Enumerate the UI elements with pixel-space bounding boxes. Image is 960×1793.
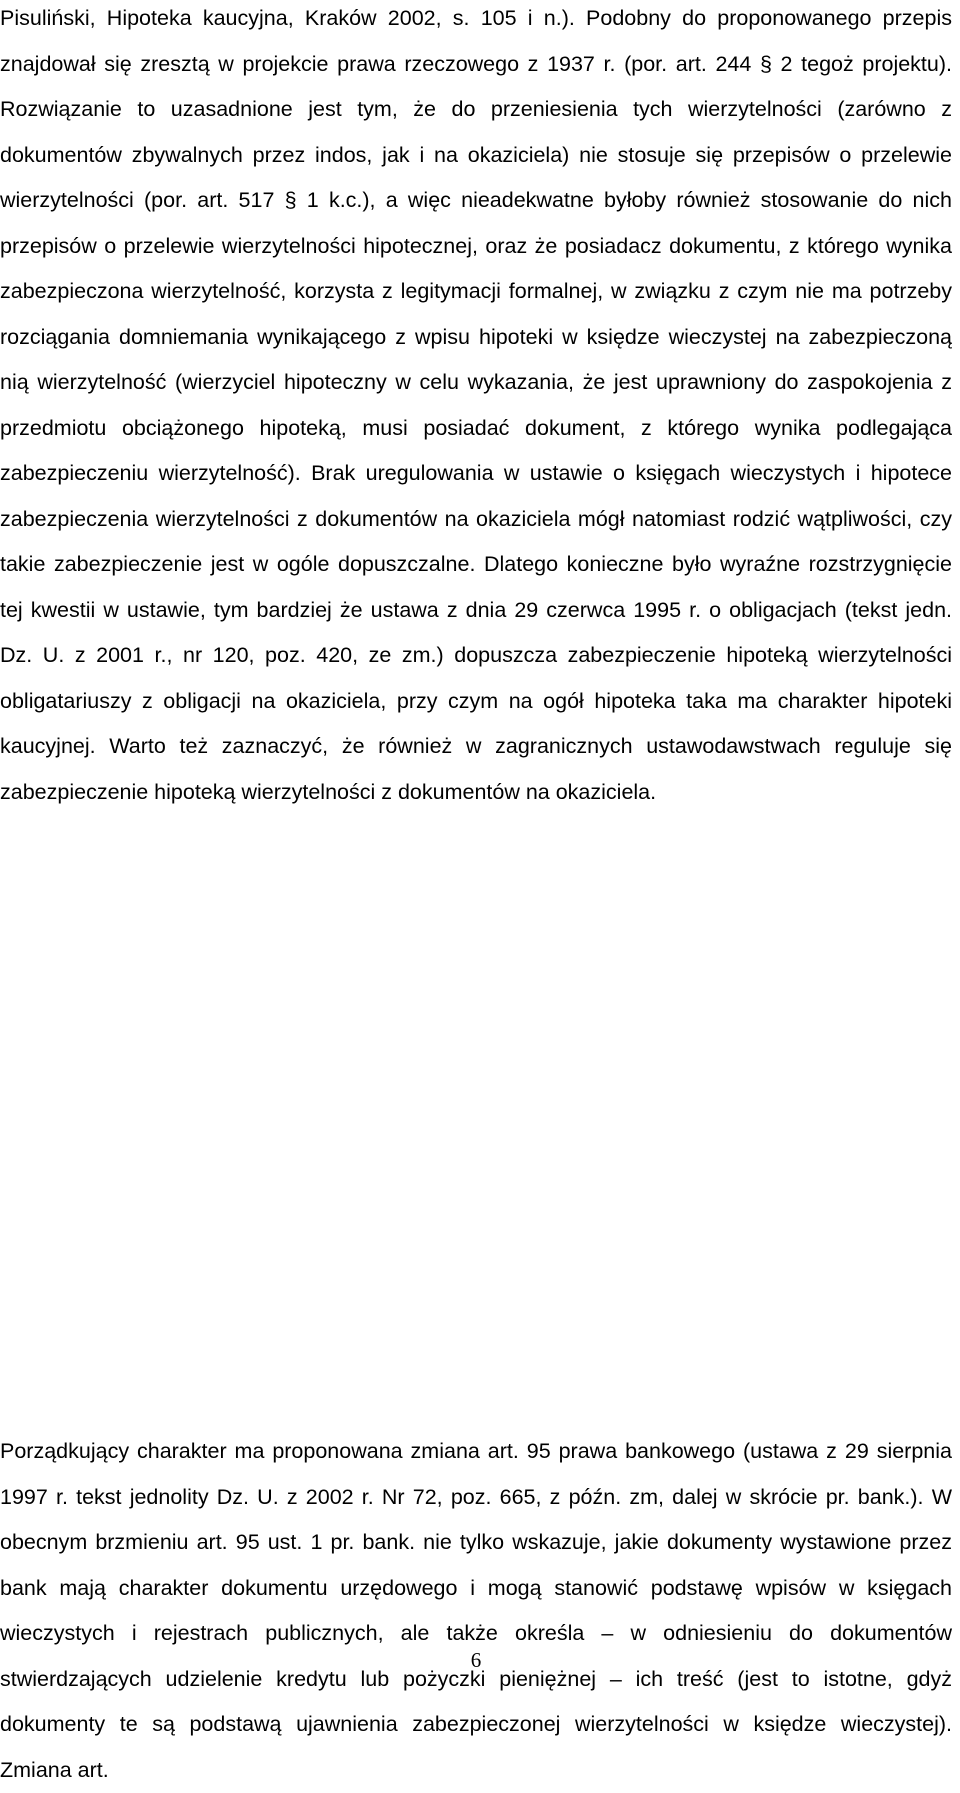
paragraph-text: Porządkujący charakter ma proponowana zmiana art. 95 prawa bankowego (ustawa z 29 sierpnia 1997 r. tekst jednolity Dz. U. z 2002 r. Nr 72, poz. 665, z późn. zm, dalej w skrócie pr. bank.). W obecnym brzmieniu art. 95 ust. 1 pr. bank. nie tylko wskazuje, jakie dokumenty wystawione przez bank mają charakter dokumentu urzędowego i mogą stanowić podstawę wpisów w księgach wieczystych i rejestrach publicznych, ale także określa – w odniesieniu do dokumentów stwierdzających udzielenie kredytu lub pożyczki pieniężnej – ich treść (jest to istotne, gdyż dokumenty te są podstawą ujawnienia zabezpieczonej wierzytelności w księdze wieczystej). Zmiana art.	[0, 1439, 952, 1782]
page-number: 6	[470, 1648, 482, 1672]
body-text-paragraph-2	[0, 1429, 952, 1793]
body-text-paragraph-1	[0, 0, 952, 815]
paragraph-text: Pisuliński, Hipoteka kaucyjna, Kraków 2002, s. 105 i n.). Podobny do proponowanego przepis znajdował się zresztą w projekcie prawa rzeczowego z 1937 r. (por. art. 244 § 2 tegoż projektu). Rozwiązanie to uzasadnione jest tym, że do przeniesienia tych wierzytelności (zarówno z dokumentów zbywalnych przez indos, jak i na okaziciela) nie stosuje się przepisów o przelewie wierzytelności (por. art. 517 § 1 k.c.), a więc nieadekwatne byłoby również stosowanie do nich przepisów o przelewie wierzytelności hipotecznej, oraz że posiadacz dokumentu, z którego wynika zabezpieczona wierzytelność, korzysta z legitymacji formalnej, w związku z czym nie ma potrzeby rozciągania domniemania wynikającego z wpisu hipoteki w księdze wieczystej na zabezpieczoną nią wierzytelność (wierzyciel hipoteczny w celu wykazania, że jest uprawniony do zaspokojenia z przedmiotu obciążonego hipoteką, musi posiadać dokument, z którego wynika podlegająca zabezpieczeniu wierzytelność). Brak uregulowania w ustawie o księgach wieczystych i hipotece zabezpieczenia wierzytelności z dokumentów na okaziciela mógł natomiast rodzić wątpliwości, czy takie zabezpieczenie jest w ogóle dopuszczalne. Dlatego konieczne było wyraźne rozstrzygnięcie tej kwestii w ustawie, tym bardziej że ustawa z dnia 29 czerwca 1995 r. o obligacjach (tekst jedn. Dz. U. z 2001 r., nr 120, poz. 420, ze zm.) dopuszcza zabezpieczenie hipoteką wierzytelności obligatariuszy z obligacji na okaziciela, przy czym na ogół hipoteka taka ma charakter hipoteki kaucyjnej. Warto też zaznaczyć, że również w zagranicznych ustawodawstwach reguluje się zabezpieczenie hipoteką wierzytelności z dokumentów na okaziciela.	[0, 6, 952, 804]
